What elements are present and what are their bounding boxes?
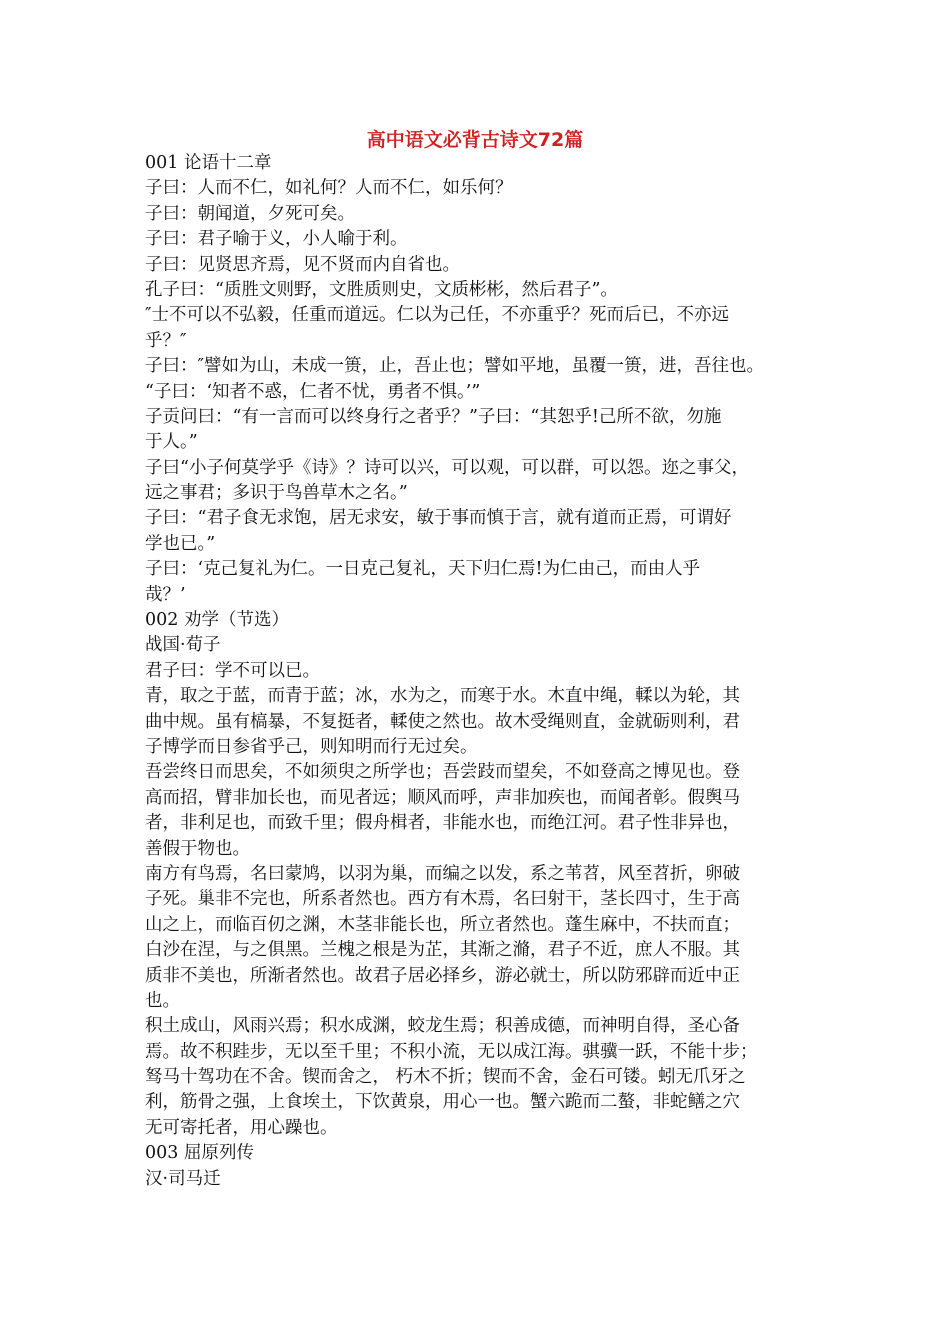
text-line: 君子曰：学不可以已。 (145, 660, 320, 681)
text-line: 子曰：人而不仁，如礼何？人而不仁，如乐何？ (145, 178, 513, 199)
text-line: 白沙在涅，与之俱黑。兰槐之根是为芷，其渐之滫，君子不近，庶人不服。其 (145, 940, 740, 961)
text-line: 孔子曰：“质胜文则野，文胜质则史，文质彬彬，然后君子”。 (145, 279, 618, 300)
text-line: 无可寄托者，用心躁也。 (145, 1117, 338, 1138)
text-line: 乎？″ (145, 330, 187, 351)
text-line: “子曰：‘知者不惑，仁者不忧，勇者不惧。’” (145, 381, 481, 402)
text-line: 子死。巢非不完也，所系者然也。西方有木焉，名曰射干，茎长四寸，生于高 (145, 889, 740, 910)
text-line: 善假于物也。 (145, 838, 250, 859)
text-line: 利，筋骨之强，上食埃土，下饮黄泉，用心一也。蟹六跪而二螯，非蛇鳝之穴 (145, 1092, 740, 1113)
document-body (145, 151, 817, 1192)
text-line: 吾尝终日而思矣，不如须臾之所学也；吾尝跂而望矣，不如登高之博见也。登 (145, 762, 740, 783)
text-line: 于人。” (145, 432, 198, 453)
text-line: 山之上，而临百仞之渊，木茎非能长也，所立者然也。蓬生麻中，不扶而直； (145, 914, 740, 935)
text-line: 高而招，臂非加长也，而见者远；顺风而呼，声非加疾也，而闻者彰。假舆马 (145, 787, 740, 808)
text-line: 子曰：″譬如为山，未成一篑，止，吾止也；譬如平地，虽覆一篑，进，吾往也。 (145, 356, 765, 377)
text-line: ″士不可以不弘毅，任重而道远。仁以为己任，不亦重乎？死而后已，不亦远 (145, 305, 730, 326)
text-line: 者，非利足也，而致千里；假舟楫者，非能水也，而绝江河。君子性非异也， (145, 813, 740, 834)
text-line: 子贡问曰：“有一言而可以终身行之者乎？”子曰：“其恕乎!己所不欲，勿施 (145, 406, 722, 427)
text-line: 子曰“小子何莫学乎《诗》？诗可以兴，可以观，可以群，可以怨。迩之事父， (145, 457, 749, 478)
text-line: 驽马十驾功在不舍。锲而舍之， 朽木不折；锲而不舍，金石可镂。蚓无爪牙之 (145, 1067, 746, 1088)
text-line: 子曰：见贤思齐焉，见不贤而内自省也。 (145, 254, 460, 275)
text-line: 曲中规。虽有槁暴，不复挺者，輮使之然也。故木受绳则直，金就砺则利，君 (145, 711, 740, 732)
text-line: 002 劝学（节选） (145, 610, 289, 631)
text-line: 001 论语十二章 (145, 153, 272, 173)
text-line: 远之事君；多识于鸟兽草木之名。” (145, 483, 408, 504)
text-line: 子曰：“君子食无求饱，居无求安，敏于事而慎于言，就有道而正焉，可谓好 (145, 508, 732, 529)
text-line: 积土成山，风雨兴焉；积水成渊，蛟龙生焉；积善成德，而神明自得，圣心备 (145, 1016, 740, 1037)
text-line: 子曰：君子喻于义，小人喻于利。 (145, 229, 408, 250)
text-line: 战国·荀子 (145, 635, 221, 656)
text-line: 焉。故不积跬步，无以至千里；不积小流，无以成江海。骐骥一跃，不能十步； (145, 1041, 758, 1062)
text-line: 学也已。” (145, 533, 216, 554)
text-line: 子曰：朝闻道，夕死可矣。 (145, 203, 355, 224)
text-line: 青，取之于蓝，而青于蓝；冰，水为之，而寒于水。木直中绳，輮以为轮，其 (145, 686, 740, 707)
text-line: 子博学而日参省乎己，则知明而行无过矣。 (145, 736, 478, 757)
text-line: 哉？’ (145, 584, 186, 605)
text-line: 也。 (145, 990, 180, 1011)
text-line: 子曰：‘克己复礼为仁。一日克己复礼，天下归仁焉!为仁由己，而由人乎 (145, 559, 701, 580)
text-line: 质非不美也，所渐者然也。故君子居必择乡，游必就士，所以防邪辟而近中正 (145, 965, 740, 986)
text-line: 汉·司马迁 (145, 1168, 221, 1189)
text-line: 南方有鸟焉，名曰蒙鸠，以羽为巢，而编之以发，系之苇苕，风至苕折，卵破 (145, 863, 740, 884)
document-title: 高中语文必背古诗文72篇 (366, 129, 584, 151)
text-line: 003 屈原列传 (145, 1143, 254, 1164)
